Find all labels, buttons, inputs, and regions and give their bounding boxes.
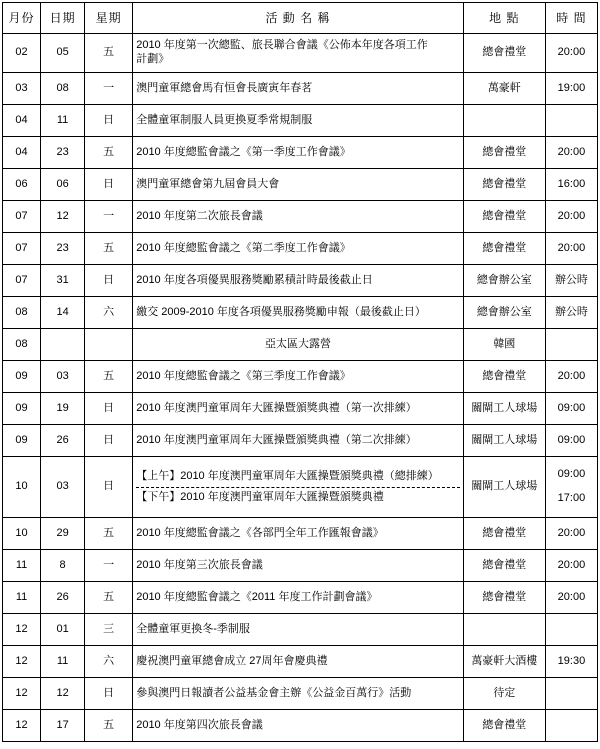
cell-date: 11 (41, 646, 85, 678)
cell-activity-name: 全體童軍更換冬-季制服 (133, 614, 464, 646)
cell-month: 06 (3, 169, 41, 201)
table-row (3, 169, 598, 201)
column-header-date: 日期 (41, 3, 85, 34)
cell-time: 16:00 (545, 169, 597, 201)
cell-location (463, 614, 545, 646)
table-row (3, 34, 598, 73)
cell-date: 26 (41, 582, 85, 614)
table-row (3, 582, 598, 614)
cell-month: 10 (3, 457, 41, 518)
cell-date: 06 (41, 169, 85, 201)
table-row (3, 105, 598, 137)
cell-time (545, 614, 597, 646)
cell-weekday: 三 (85, 614, 133, 646)
cell-month: 07 (3, 265, 41, 297)
table-row (3, 550, 598, 582)
cell-weekday: 五 (85, 34, 133, 73)
cell-location: 總會辦公室 (463, 265, 545, 297)
table-header (3, 3, 598, 34)
cell-weekday: 五 (85, 518, 133, 550)
cell-activity-name (133, 34, 464, 73)
time-afternoon: 17:00 (557, 492, 586, 504)
cell-activity-name: 澳門童軍總會第九屆會員大會 (133, 169, 464, 201)
cell-activity-name: 2010 年度總監會議之《第三季度工作會議》 (133, 361, 464, 393)
cell-date: 01 (41, 614, 85, 646)
cell-location: 總會禮堂 (463, 550, 545, 582)
cell-location: 總會禮堂 (463, 582, 545, 614)
cell-month: 08 (3, 329, 41, 361)
cell-weekday: 五 (85, 710, 133, 742)
cell-time: 09:00 (545, 425, 597, 457)
cell-location: 總會禮堂 (463, 137, 545, 169)
cell-weekday: 一 (85, 73, 133, 105)
cell-month: 09 (3, 425, 41, 457)
cell-date: 05 (41, 34, 85, 73)
header-row (3, 3, 598, 34)
cell-date: 14 (41, 297, 85, 329)
cell-location: 總會辦公室 (463, 297, 545, 329)
cell-location: 總會禮堂 (463, 169, 545, 201)
cell-weekday: 五 (85, 233, 133, 265)
cell-location: 總會禮堂 (463, 34, 545, 73)
cell-location: 總會禮堂 (463, 518, 545, 550)
cell-activity-name: 2010 年度總監會議之《2011 年度工作計劃會議》 (133, 582, 464, 614)
activity-name-morning: 【上午】2010 年度澳門童軍周年大匯操暨頒獎典禮（總排練） (136, 469, 439, 482)
cell-month: 11 (3, 582, 41, 614)
cell-activity-name: 亞太區大露營 (133, 329, 464, 361)
table-row (3, 425, 598, 457)
cell-weekday: 日 (85, 425, 133, 457)
cell-location: 總會禮堂 (463, 710, 545, 742)
cell-weekday: 日 (85, 457, 133, 518)
cell-activity-name: 繳交 2009-2010 年度各項優異服務獎勵申報（最後截止日） (133, 297, 464, 329)
cell-weekday: 五 (85, 361, 133, 393)
cell-weekday (85, 329, 133, 361)
table-row (3, 297, 598, 329)
time-morning: 09:00 (557, 468, 586, 481)
cell-date: 31 (41, 265, 85, 297)
cell-weekday: 日 (85, 169, 133, 201)
cell-month: 04 (3, 137, 41, 169)
cell-time: 20:00 (545, 518, 597, 550)
table-row (3, 457, 598, 518)
column-header-weekday: 星期 (85, 3, 133, 34)
activity-schedule-table (2, 2, 598, 742)
cell-location: 關閘工人球場 (463, 457, 545, 518)
cell-location: 萬豪軒大酒樓 (463, 646, 545, 678)
cell-date: 23 (41, 137, 85, 169)
activity-name-line-1: 2010 年度第一次總監、旅長聯合會議《公佈本年度各項工作 (136, 39, 428, 52)
cell-activity-name: 2010 年度第二次旅長會議 (133, 201, 464, 233)
table-row (3, 201, 598, 233)
cell-time: 20:00 (545, 201, 597, 233)
cell-time: 09:00 (545, 393, 597, 425)
cell-time: 20:00 (545, 34, 597, 73)
cell-location (463, 105, 545, 137)
cell-location: 待定 (463, 678, 545, 710)
cell-activity-name: 2010 年度總監會議之《第二季度工作會議》 (133, 233, 464, 265)
cell-date: 26 (41, 425, 85, 457)
cell-month: 02 (3, 34, 41, 73)
cell-date: 23 (41, 233, 85, 265)
cell-month: 04 (3, 105, 41, 137)
cell-weekday: 六 (85, 646, 133, 678)
cell-activity-name: 2010 年度澳門童軍周年大匯操暨頒獎典禮（第二次排練） (133, 425, 464, 457)
cell-date: 12 (41, 201, 85, 233)
column-header-time: 時 間 (545, 3, 597, 34)
cell-activity-name: 2010 年度澳門童軍周年大匯操暨頒獎典禮（第一次排練） (133, 393, 464, 425)
cell-weekday: 五 (85, 137, 133, 169)
cell-activity-name: 全體童軍制服人員更換夏季常規制服 (133, 105, 464, 137)
table-row (3, 518, 598, 550)
cell-weekday: 日 (85, 105, 133, 137)
cell-date: 12 (41, 678, 85, 710)
cell-date: 29 (41, 518, 85, 550)
cell-month: 09 (3, 393, 41, 425)
cell-date: 11 (41, 105, 85, 137)
table-row (3, 233, 598, 265)
table-row (3, 614, 598, 646)
cell-month: 12 (3, 710, 41, 742)
cell-weekday: 日 (85, 265, 133, 297)
cell-activity-name: 慶祝澳門童軍總會成立 27周年會慶典禮 (133, 646, 464, 678)
cell-month: 07 (3, 201, 41, 233)
cell-weekday: 六 (85, 297, 133, 329)
table-row (3, 137, 598, 169)
cell-month: 11 (3, 550, 41, 582)
table-row (3, 710, 598, 742)
column-header-activity-name: 活 動 名 稱 (133, 3, 464, 34)
cell-weekday: 日 (85, 678, 133, 710)
cell-month: 07 (3, 233, 41, 265)
cell-time: 20:00 (545, 550, 597, 582)
cell-month: 09 (3, 361, 41, 393)
cell-location: 關閘工人球場 (463, 393, 545, 425)
cell-month: 08 (3, 297, 41, 329)
table-row (3, 361, 598, 393)
table-row (3, 73, 598, 105)
schedule-document (0, 2, 600, 749)
cell-activity-name: 參與澳門日報讀者公益基金會主辦《公益金百萬行》活動 (133, 678, 464, 710)
column-header-location: 地 點 (463, 3, 545, 34)
cell-location: 萬豪軒 (463, 73, 545, 105)
cell-weekday: 日 (85, 393, 133, 425)
cell-month: 12 (3, 646, 41, 678)
cell-time: 20:00 (545, 582, 597, 614)
cell-activity-name: 2010 年度總監會議之《各部門全年工作匯報會議》 (133, 518, 464, 550)
cell-time (545, 457, 597, 518)
activity-name-line-2: 計劃》 (136, 53, 170, 65)
cell-date: 17 (41, 710, 85, 742)
cell-time (545, 710, 597, 742)
cell-location: 總會禮堂 (463, 201, 545, 233)
cell-time: 19:00 (545, 73, 597, 105)
activity-name-afternoon: 【下午】2010 年度澳門童軍周年大匯操暨頒獎典禮 (136, 490, 384, 503)
cell-time (545, 105, 597, 137)
table-row (3, 265, 598, 297)
cell-location: 總會禮堂 (463, 361, 545, 393)
cell-activity-name: 2010 年度總監會議之《第一季度工作會議》 (133, 137, 464, 169)
cell-date: 08 (41, 73, 85, 105)
cell-time (545, 678, 597, 710)
cell-weekday: 五 (85, 582, 133, 614)
cell-activity-name: 2010 年度第四次旅長會議 (133, 710, 464, 742)
cell-weekday: 一 (85, 550, 133, 582)
cell-activity-name: 澳門童軍總會馬有恒會長廣寅年春茗 (133, 73, 464, 105)
column-header-month: 月份 (3, 3, 41, 34)
cell-time: 20:00 (545, 361, 597, 393)
cell-month: 12 (3, 678, 41, 710)
cell-date: 03 (41, 361, 85, 393)
cell-month: 10 (3, 518, 41, 550)
cell-weekday: 一 (85, 201, 133, 233)
cell-location: 總會禮堂 (463, 233, 545, 265)
dashed-divider (136, 487, 460, 488)
cell-activity-name (133, 457, 464, 518)
cell-time: 20:00 (545, 137, 597, 169)
cell-date: 03 (41, 457, 85, 518)
cell-date (41, 329, 85, 361)
cell-month: 03 (3, 73, 41, 105)
table-row (3, 393, 598, 425)
cell-date: 19 (41, 393, 85, 425)
table-row (3, 646, 598, 678)
cell-month: 12 (3, 614, 41, 646)
cell-time: 20:00 (545, 233, 597, 265)
cell-time: 辦公時 (545, 297, 597, 329)
cell-location: 關閘工人球場 (463, 425, 545, 457)
cell-time: 19:30 (545, 646, 597, 678)
cell-activity-name: 2010 年度第三次旅長會議 (133, 550, 464, 582)
cell-activity-name: 2010 年度各項優異服務獎勵累積計時最後截止日 (133, 265, 464, 297)
cell-time (545, 329, 597, 361)
table-row (3, 678, 598, 710)
cell-time: 辦公時 (545, 265, 597, 297)
table-row (3, 329, 598, 361)
table-body (3, 34, 598, 742)
cell-date: 8 (41, 550, 85, 582)
cell-location: 韓國 (463, 329, 545, 361)
